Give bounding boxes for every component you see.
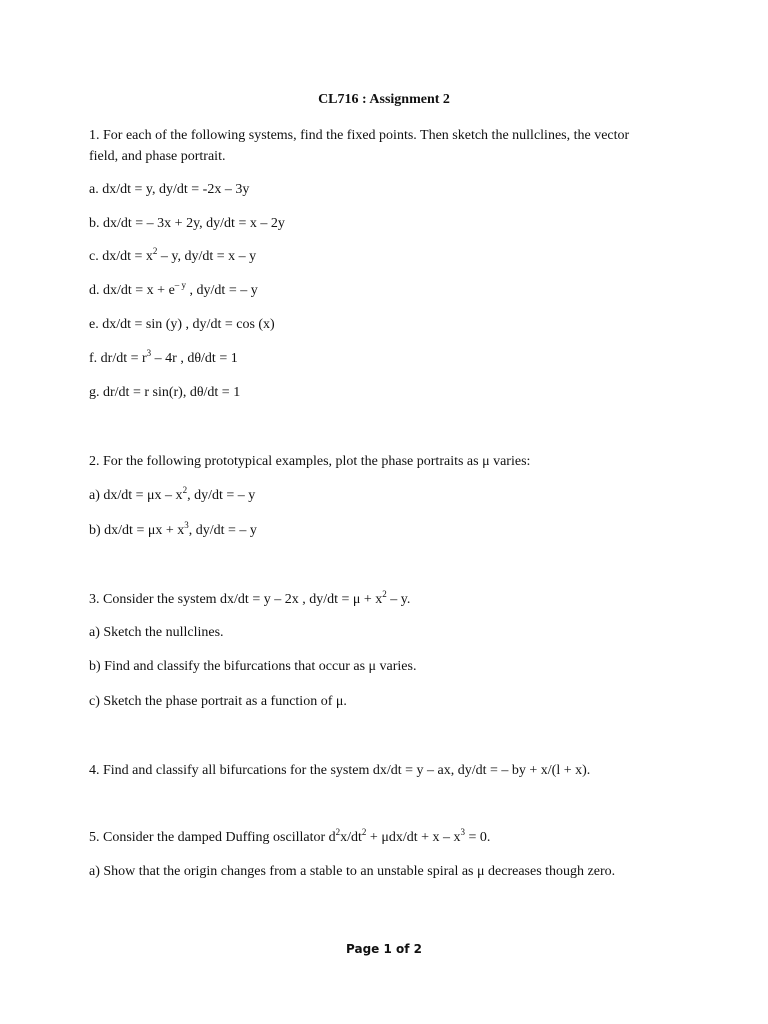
q1-item-a: a. dx/dt = y, dy/dt = -2x – 3y — [89, 182, 250, 197]
q1-item-c: c. $dx/dt = x^2 - y$, dy/dt = x – y — [89, 246, 257, 264]
q1-item-e: e. dx/dt = sin (y) , dy/dt = cos (x) — [89, 317, 275, 332]
q4-intro: 4. Find and classify all bifurcations for the system dx/dt = y – ax, dy/dt = – by + x/(l + x). — [89, 763, 591, 778]
q3-intro: 3. Consider the system dx/dt = y – 2x , $dy/dt = \mu + x^2 - y$. — [89, 589, 411, 607]
q1-intro-line2: field, and phase portrait. — [89, 149, 226, 164]
page-number: Page 1 of 2 — [346, 942, 422, 956]
q3-item-b: b) Find and classify the bifurcations that occur as μ varies. — [89, 659, 417, 674]
q1-item-d: d. $dx/dt = x + e^{- y}$ , dy/dt = – y — [89, 280, 258, 298]
q1-item-b: b. dx/dt = – 3x + 2y, dy/dt = x – 2y — [89, 216, 285, 231]
q2-item-a: a) $dx/dt = \mu x - x^2$, dy/dt = – y — [89, 485, 256, 503]
q2-item-b: b) $dx/dt = \mu x + x^3$, dy/dt = – y — [89, 520, 257, 538]
q3-item-c: c) Sketch the phase portrait as a function of μ. — [89, 694, 347, 709]
q1-item-g: g. dr/dt = r sin(r), dθ/dt = 1 — [89, 385, 241, 400]
q5-item-a: a) Show that the origin changes from a stable to an unstable spiral as μ decreases though zero. — [89, 864, 616, 879]
q1-item-f: f. $dr/dt = r^3 - 4r$ , dθ/dt = 1 — [89, 348, 238, 366]
q2-intro: 2. For the following prototypical examples, plot the phase portraits as μ varies: — [89, 454, 531, 469]
q3-item-a: a) Sketch the nullclines. — [89, 625, 224, 640]
page-title: CL716 : Assignment 2 — [318, 92, 450, 107]
q5-intro: 5. Consider the damped Duffing oscillator $d^2x/dt^2 + \mu dx/dt + x - x^3 = 0$. — [89, 827, 491, 845]
q1-intro-line1: 1. For each of the following systems, find the fixed points. Then sketch the nullclines, the vector — [89, 128, 630, 143]
